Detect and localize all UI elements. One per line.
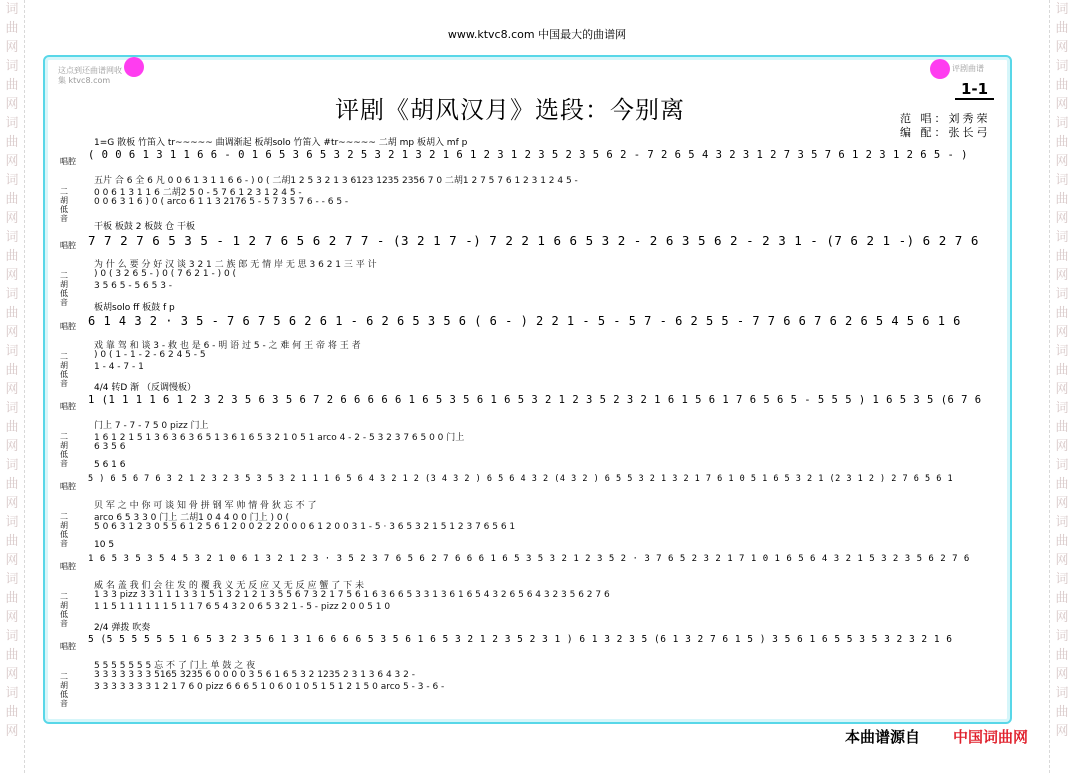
watermark-char: 网 xyxy=(5,610,19,625)
watermark-char: 曲 xyxy=(1055,21,1069,36)
watermark-char: 网 xyxy=(5,553,19,568)
bass-part: 3 3 3 3 3 3 3 1 2 1 7 6 0 pizz 6 6 6 5 1 0 6 0 1 0 5 1 5 1 2 1 5 0 arco 5 - 3 - 6 - xyxy=(94,682,445,692)
watermark-char: 词 xyxy=(5,401,19,416)
watermark-char: 曲 xyxy=(5,192,19,207)
erhu-label-text: 二胡 xyxy=(60,187,68,205)
watermark-char: 曲 xyxy=(1055,363,1069,378)
bass-part: 1 - 4 - 7 - 1 xyxy=(94,362,144,372)
watermark-char: 网 xyxy=(5,382,19,397)
vocal-melody: ( 0 0 6 1 3 1 1 6 6 - 0 1 6 5 3 6 5 3 2 5 3 2 1 3 2 1 6 1 2 3 1 2 3 5 2 3 5 6 2 - 7 2 6 5 4 3 2 3 1 2 7 3 5 7 6 1 2 3 1 2 6 5 - ) xyxy=(88,149,968,161)
performance-directions: 板胡solo ff 板鼓 f p xyxy=(94,303,175,313)
voice-label: 唱腔 xyxy=(60,642,76,651)
performance-directions: 10 5 xyxy=(94,540,115,550)
erhu-label xyxy=(60,187,70,223)
vocal-melody: 5 ) 6 5 6 7 6 3 2 1 2 3 2 3 5 3 5 3 2 1 1 1 6 5 6 4 3 2 1 2 (3 4 3 2 ) 6 5 6 4 3 2 (4 3 2 ) 6 5 5 3 2 1 3 2 1 7 6 1 0 5 1 6 5 3 2 1 (2 3 1 2 ) 2 7 6 5 6 1 xyxy=(88,474,954,484)
watermark-char: 网 xyxy=(1055,268,1069,283)
watermark-char: 网 xyxy=(5,40,19,55)
watermark-char: 词 xyxy=(1055,515,1069,530)
watermark-char: 词 xyxy=(1055,59,1069,74)
watermark-char: 曲 xyxy=(5,363,19,378)
footer-source: 本曲谱源自 xyxy=(845,728,921,746)
lyrics-line: 戏 靠 驾 和 谈 3 - 救 也 是 6 - 明 语 过 5 - 之 难 何 王 帝 将 王 者 xyxy=(94,341,361,351)
watermark-char: 网 xyxy=(1055,724,1069,739)
watermark-char: 曲 xyxy=(5,21,19,36)
watermark-char: 曲 xyxy=(1055,591,1069,606)
bass-label-text: 低音 xyxy=(60,370,68,388)
voice-label: 唱腔 xyxy=(60,562,76,571)
voice-label: 唱腔 xyxy=(60,482,76,491)
voice-label: 唱腔 xyxy=(60,157,76,166)
watermark-char: 曲 xyxy=(1055,534,1069,549)
watermark-char: 曲 xyxy=(1055,135,1069,150)
performance-directions: 干板 板鼓 2 板鼓 仓 干板 xyxy=(94,222,196,232)
erhu-label-text: 二胡 xyxy=(60,271,68,289)
watermark-char: 词 xyxy=(1055,173,1069,188)
watermark-char: 网 xyxy=(1055,211,1069,226)
arranger-credit: 编 配：张长弓 xyxy=(900,126,991,139)
score-title: 评剧《胡风汉月》选段：今别离 xyxy=(335,96,685,124)
watermark-char: 网 xyxy=(5,724,19,739)
watermark-char: 词 xyxy=(1055,572,1069,587)
watermark-char: 词 xyxy=(1055,344,1069,359)
voice-label: 唱腔 xyxy=(60,322,76,331)
lyrics-line: 五片 合 6 全 6 凡 0 0 6 1 3 1 1 6 6 - ) 0 ( 二胡1 2 5 3 2 1 3 6123 1235 2356 7 0 二胡1 2 7 5 7 6 1 2 3 1 2 4 5 - xyxy=(94,176,578,186)
watermark-char: 词 xyxy=(5,344,19,359)
bass-label-text: 低音 xyxy=(60,690,68,708)
watermark-char: 词 xyxy=(5,686,19,701)
erhu-part: arco 6 5 3 3 0 门上 二胡1 0 4 4 0 0 门上 ) 0 ( xyxy=(94,513,289,523)
bass-label-text: 低音 xyxy=(60,205,68,223)
watermark-char: 词 xyxy=(5,230,19,245)
watermark-char: 曲 xyxy=(1055,477,1069,492)
watermark-char: 网 xyxy=(1055,97,1069,112)
watermark-char: 网 xyxy=(5,325,19,340)
watermark-char: 词 xyxy=(1055,629,1069,644)
bass-label-text: 低音 xyxy=(60,289,68,307)
bass-part: 0 0 6 3 1 6 ) 0 ( arco 6 1 1 3 2176 5 - 5 7 3 5 7 6 - - 6 5 - xyxy=(94,197,349,207)
erhu-label-text: 二胡 xyxy=(60,432,68,450)
watermark-char: 词 xyxy=(5,629,19,644)
watermark-char: 曲 xyxy=(5,705,19,720)
watermark-char: 词 xyxy=(1055,116,1069,131)
watermark-char: 词 xyxy=(1055,2,1069,17)
erhu-part: 1 3 3 pizz 3 3 1 1 1 3 3 1 5 1 3 2 1 2 1 3 5 5 6 7 3 2 1 7 5 6 1 6 3 6 6 5 3 3 1 3 6 1 6 5 4 3 2 6 5 6 4 3 2 3 5 6 2 7 6 xyxy=(94,590,610,600)
watermark-char: 网 xyxy=(1055,325,1069,340)
score-system xyxy=(54,620,1000,708)
watermark-char: 曲 xyxy=(5,249,19,264)
singer-credit: 范 唱：刘秀荣 xyxy=(900,112,991,125)
watermark-char: 曲 xyxy=(1055,705,1069,720)
watermark-char: 曲 xyxy=(5,78,19,93)
erhu-label-text: 二胡 xyxy=(60,352,68,370)
vocal-melody: 6 1 4 3 2 · 3 5 - 7 6 7 5 6 2 6 1 - 6 2 6 5 3 5 6 ( 6 - ) 2 2 1 - 5 - 5 7 - 6 2 5 5 - 7 7 6 6 7 6 2 6 5 4 5 6 1 6 xyxy=(88,314,961,328)
watermark-char: 网 xyxy=(5,268,19,283)
watermark-char: 网 xyxy=(5,496,19,511)
lyrics-line: 贝 军 之 中 你 可 谈 知 骨 拼 钢 军 帅 情 骨 狄 忘 不 了 xyxy=(94,501,317,511)
lyrics-line: 门上 7 - 7 - 7 5 0 pizz 门上 xyxy=(94,421,209,431)
watermark-char: 曲 xyxy=(1055,192,1069,207)
watermark-char: 网 xyxy=(5,667,19,682)
source-url: www.ktvc8.com 中国最大的曲谱网 xyxy=(447,28,627,41)
watermark-char: 网 xyxy=(1055,439,1069,454)
erhu-part: 0 0 6 1 3 1 1 6 二胡2 5 0 - 5 7 6 1 2 3 1 2 4 5 - xyxy=(94,188,302,198)
voice-label: 唱腔 xyxy=(60,402,76,411)
watermark-char: 网 xyxy=(1055,154,1069,169)
bass-label-text: 低音 xyxy=(60,450,68,468)
voice-label: 唱腔 xyxy=(60,241,76,250)
footer-site: 中国词曲网 xyxy=(953,728,1029,746)
watermark-char: 词 xyxy=(5,173,19,188)
erhu-label-text: 二胡 xyxy=(60,672,68,690)
watermark-char: 曲 xyxy=(5,135,19,150)
erhu-part: 3 3 3 3 3 3 3 5165 3235 6 0 0 0 0 3 5 6 1 6 5 3 2 1235 2 3 1 3 6 4 3 2 - xyxy=(94,670,415,680)
vocal-melody: 5 (5 5 5 5 5 5 1 6 5 3 2 3 5 6 1 3 1 6 6 6 6 5 3 5 6 1 6 5 3 2 1 2 3 5 2 3 1 ) 6 1 3 2 3 5 (6 1 3 2 7 6 1 5 ) 3 5 6 1 6 5 5 3 5 3 2 3 2 1 6 xyxy=(88,634,953,645)
watermark-char: 曲 xyxy=(1055,306,1069,321)
watermark-char: 曲 xyxy=(5,534,19,549)
watermark-char: 词 xyxy=(1055,287,1069,302)
erhu-part: ) 0 ( 3 2 6 5 - ) 0 ( 7 6 2 1 - ) 0 ( xyxy=(94,269,237,279)
watermark-char: 词 xyxy=(1055,458,1069,473)
bass-part: 6 3 5 6 xyxy=(94,442,126,452)
watermark-char: 曲 xyxy=(1055,78,1069,93)
lyrics-line: 威 名 盖 我 们 会 往 发 的 覆 我 义 无 反 应 又 无 反 应 蟹 了 下 未 xyxy=(94,581,364,591)
score-system xyxy=(54,135,1000,223)
score-system xyxy=(54,460,1000,548)
vocal-melody: 1 6 5 3 5 3 5 4 5 3 2 1 0 6 1 3 2 1 2 3 · 3 5 2 3 7 6 5 6 2 7 6 6 6 1 6 5 3 5 3 2 1 2 3 5 2 · 3 7 6 5 2 3 2 1 7 1 0 1 6 5 6 4 3 2 1 5 3 2 3 5 6 2 7 6 xyxy=(88,554,970,564)
erhu-label-text: 二胡 xyxy=(60,512,68,530)
watermark-char: 网 xyxy=(1055,610,1069,625)
erhu-label xyxy=(60,672,70,708)
watermark-right xyxy=(1049,0,1074,773)
watermark-char: 网 xyxy=(1055,553,1069,568)
vocal-melody: 7 7 2 7 6 5 3 5 - 1 2 7 6 5 6 2 7 7 - (3 2 1 7 -) 7 2 2 1 6 6 5 3 2 - 2 6 3 5 6 2 - 2 3 1 - (7 6 2 1 -) 6 2 7 6 xyxy=(88,233,979,248)
page-number: 1-1 xyxy=(955,80,994,100)
erhu-part: ) 0 ( 1 - 1 - 2 - 6 2 4 5 - 5 xyxy=(94,350,206,360)
erhu-label-text: 二胡 xyxy=(60,592,68,610)
watermark-char: 曲 xyxy=(5,477,19,492)
watermark-char: 词 xyxy=(5,515,19,530)
watermark-left xyxy=(0,0,25,773)
stamp-right: 评剧曲谱 xyxy=(952,64,984,73)
score-system xyxy=(54,219,1000,307)
bass-part: 5 0 6 3 1 2 3 0 5 5 6 1 2 5 6 1 2 0 0 2 2 2 0 0 0 6 1 2 0 0 3 1 - 5 · 3 6 5 3 2 1 5 1 2 3 7 6 5 6 1 xyxy=(94,522,516,532)
performance-directions: 1=G 散板 竹笛入 tr~~~~~ 曲调渐起 板胡solo 竹笛入 #tr~~~~~ 二胡 mp 板胡入 mf p xyxy=(94,138,468,148)
lyrics-line: 为 什 么 要 分 好 汉 谈 3 2 1 二 族 郎 无 情 岸 无 思 3 6 2 1 三 平 计 xyxy=(94,260,377,270)
watermark-char: 词 xyxy=(5,572,19,587)
watermark-char: 词 xyxy=(5,116,19,131)
watermark-char: 曲 xyxy=(5,306,19,321)
bass-label-text: 低音 xyxy=(60,530,68,548)
watermark-char: 曲 xyxy=(5,420,19,435)
watermark-char: 曲 xyxy=(1055,420,1069,435)
erhu-part: 1 6 1 2 1 5 1 3 6 3 6 3 6 5 1 3 6 1 6 5 3 2 1 0 5 1 arco 4 - 2 - 5 3 2 3 7 6 5 0 0 门上 xyxy=(94,433,465,443)
bass-label-text: 低音 xyxy=(60,610,68,628)
watermark-char: 网 xyxy=(1055,496,1069,511)
watermark-char: 曲 xyxy=(1055,648,1069,663)
watermark-char: 网 xyxy=(1055,667,1069,682)
watermark-char: 网 xyxy=(1055,40,1069,55)
watermark-char: 网 xyxy=(1055,382,1069,397)
watermark-char: 词 xyxy=(5,2,19,17)
performance-directions: 5 6 1 6 xyxy=(94,460,126,470)
watermark-char: 网 xyxy=(5,154,19,169)
pink-dot-right xyxy=(930,59,950,79)
watermark-char: 网 xyxy=(5,97,19,112)
watermark-char: 曲 xyxy=(5,648,19,663)
watermark-char: 词 xyxy=(1055,230,1069,245)
watermark-char: 词 xyxy=(5,287,19,302)
performance-directions: 4/4 转D 渐 （反调慢板） xyxy=(94,383,196,393)
watermark-char: 词 xyxy=(5,59,19,74)
performance-directions: 2/4 弹拨 吹奏 xyxy=(94,623,151,633)
watermark-char: 网 xyxy=(5,439,19,454)
bass-part: 3 5 6 5 - 5 6 5 3 - xyxy=(94,281,173,291)
watermark-char: 词 xyxy=(1055,401,1069,416)
watermark-char: 曲 xyxy=(5,591,19,606)
watermark-char: 词 xyxy=(5,458,19,473)
bass-part: 1 1 5 1 1 1 1 1 1 5 1 1 7 6 5 4 3 2 0 6 5 3 2 1 - 5 - pizz 2 0 0 5 1 0 xyxy=(94,602,391,612)
stamp-left: 这点到还曲谱网收集 ktvc8.com xyxy=(58,66,122,85)
watermark-char: 曲 xyxy=(1055,249,1069,264)
vocal-melody: 1 (1 1 1 1 6 1 2 3 2 3 5 6 3 5 6 7 2 6 6 6 6 6 1 6 5 3 5 6 1 6 5 3 2 1 2 3 5 2 3 2 1 6 1 5 6 1 7 6 5 6 5 - 5 5 5 ) 1 6 5 3 5 (6 7 6 xyxy=(88,394,982,406)
watermark-char: 词 xyxy=(1055,686,1069,701)
lyrics-line: 5 5 5 5 5 5 5 忘 不 了 门上 单 鼓 之 夜 xyxy=(94,661,256,671)
watermark-char: 网 xyxy=(5,211,19,226)
score-system xyxy=(54,380,1000,468)
